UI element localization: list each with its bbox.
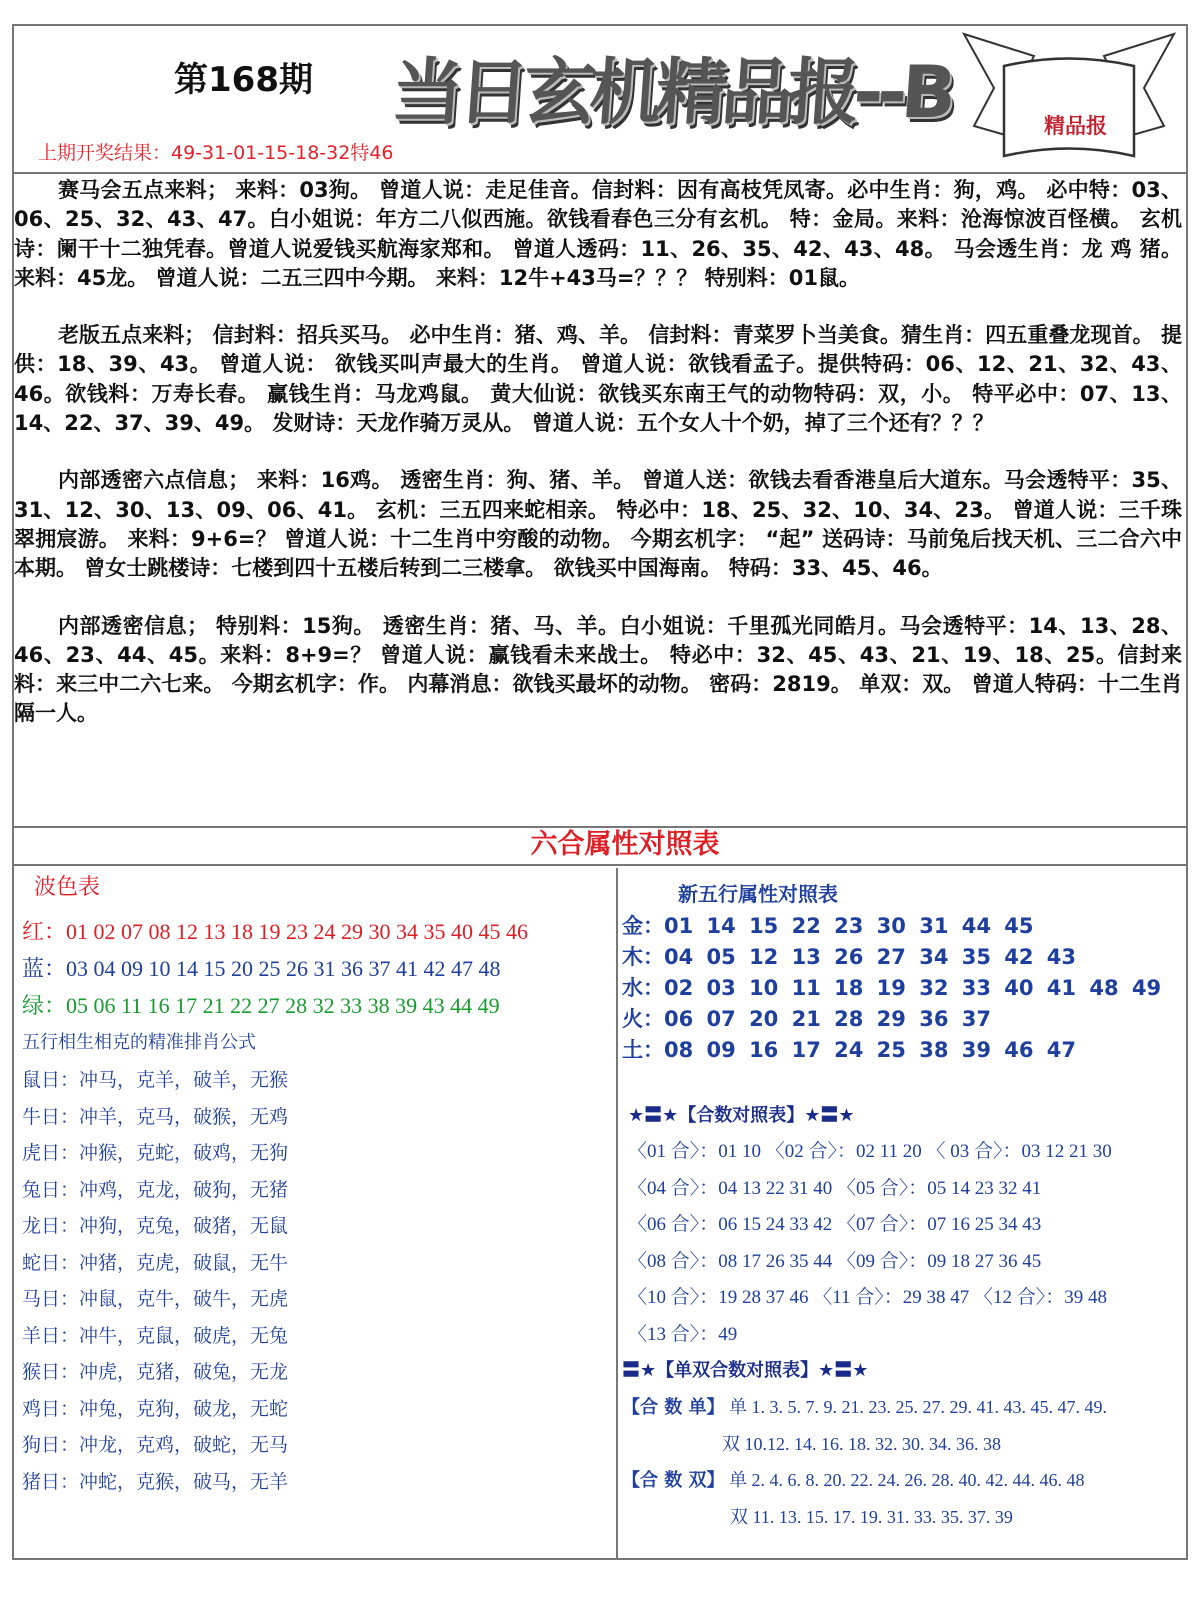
- flag-banner-icon: [954, 26, 1184, 164]
- right-column: [622, 878, 1182, 1535]
- heshu-title: ★〓★【合数对照表】★〓★: [628, 1105, 855, 1126]
- oddeven-even-label: 【合 数 双】: [622, 1470, 725, 1491]
- wave-row-red: 红：01 02 07 08 12 13 18 19 23 24 29 30 34 35 40 45 46: [22, 919, 529, 944]
- article-paragraph: 老版五点来料； 信封料：招兵买马。 必中生肖：猪、鸡、羊。 信封料：青菜罗卜当美食。猜生肖：四五重叠龙现首。 提供：18、39、43。 曾道人说： 欲钱买叫声最大的生肖。 曾道人说：欲钱看孟子。提供特码：06、12、21、32、43、46。欲钱料：万寿长春。 赢钱生肖：马龙鸡鼠。 黄大仙说：欲钱买东南王气的动物特码：双，小。 特平必中：07、13、14、22、37、39、49。 发财诗：天龙作骑万灵从。 曾道人说：五个女人十个奶，掉了三个还有？？？: [14, 323, 1182, 436]
- day-row: 蛇日：冲猪，克虎，破鼠，无牛: [22, 1251, 289, 1274]
- article-paragraph: 内部透密六点信息； 来料：16鸡。 透密生肖：狗、猪、羊。 曾道人送：欲钱去看香港皇后大道东。马会透特平：35、31、12、30、13、09、06、41。 玄机：三五四来蛇相亲。 特必中：18、25、32、10、34、23。 曾道人说：三千珠翠拥宸游。 来料：9+6=？ 曾道人说：十二生肖中穷酸的动物。 今期玄机字： “起” 送码诗：马前兔后找天机、三二合六中本期。 曾女士跳楼诗：七楼到四十五楼后转到二三楼拿。 欲钱买中国海南。 特码：33、45、46。: [14, 468, 1182, 581]
- wuxing-row: 水：02 03 10 11 18 19 32 33 40 41 48 49: [622, 976, 1162, 1000]
- article-paragraph: 内部透密信息； 特别料：15狗。 透密生肖：猪、马、羊。白小姐说：千里孤光同皓月。马会透特平：14、13、28、46、23、44、45。来料：8+9=？ 曾道人说：赢钱看未来战士。 特必中：32、45、43、21、19、18、25。信封来料：来三中二六七来。 今期玄机字：作。 内幕消息：欲钱买最坏的动物。 密码：2819。 单双：双。 曾道人特码：十二生肖隔一人。: [14, 613, 1182, 726]
- heshu-row: 〈06 合〉：06 15 24 33 42 〈07 合〉：07 16 25 34 43: [628, 1214, 1042, 1235]
- wuxing-row: 木：04 05 12 13 26 27 34 35 42 43: [622, 945, 1077, 969]
- left-column: [22, 870, 612, 1500]
- oddeven-odd-row: [622, 1389, 1182, 1426]
- heshu-row: 〈10 合〉：19 28 37 46 〈11 合〉：29 38 47 〈12 合〉：39 48: [628, 1287, 1108, 1308]
- wuxing-title: 新五行属性对照表: [678, 882, 838, 906]
- day-row: 猴日：冲虎，克猪，破兔，无龙: [22, 1361, 289, 1383]
- heshu-row: 〈13 合〉：49: [628, 1323, 738, 1345]
- header: [14, 26, 1186, 174]
- day-row: 虎日：冲猴，克蛇，破鸡，无狗: [22, 1142, 289, 1164]
- oddeven-odd-double: 双 10.12. 14. 16. 18. 32. 30. 34. 36. 38: [722, 1433, 1001, 1454]
- oddeven-odd-single: 单 1. 3. 5. 7. 9. 21. 23. 25. 27. 29. 41. 43. 45. 47. 49.: [729, 1397, 1108, 1417]
- issue-number: 第168期: [174, 60, 313, 100]
- oddeven-even-row: [622, 1462, 1182, 1499]
- day-row: 羊日：冲牛，克鼠，破虎，无兔: [22, 1324, 289, 1347]
- wuxing-row: 金：01 14 15 22 23 30 31 44 45: [622, 914, 1034, 938]
- day-row: 马日：冲鼠，克牛，破牛，无虎: [22, 1288, 289, 1310]
- oddeven-title: 〓★【单双合数对照表】★〓★: [622, 1360, 869, 1381]
- oddeven-even-double: 双 11. 13. 15. 17. 19. 31. 33. 35. 37. 39: [730, 1506, 1013, 1527]
- day-row: 鸡日：冲兔，克狗，破龙，无蛇: [22, 1397, 289, 1420]
- divider: [14, 864, 1186, 866]
- day-row: 狗日：冲龙，克鸡，破蛇，无马: [22, 1434, 289, 1456]
- table-title: 六合属性对照表: [530, 829, 720, 860]
- wave-row-blue: 蓝：03 04 09 10 14 15 20 25 26 31 36 37 41 42 47 48: [22, 956, 501, 981]
- column-divider: [616, 868, 618, 1558]
- wuxing-row: 土：08 09 16 17 24 25 38 39 46 47: [622, 1038, 1077, 1062]
- wave-table-title: 波色表: [34, 875, 101, 900]
- wuxing-row: 火：06 07 20 21 28 29 36 37: [622, 1007, 991, 1031]
- day-row: 兔日：冲鸡，克龙，破狗，无猪: [22, 1178, 289, 1201]
- wave-row-green: 绿：05 06 11 16 17 21 22 27 28 32 33 38 39 43 44 49: [22, 993, 500, 1018]
- day-row: 猪日：冲蛇，克猴，破马，无羊: [22, 1470, 289, 1493]
- oddeven-odd-label: 【合 数 单】: [622, 1397, 725, 1418]
- formula-title: 五行相生相克的精准排肖公式: [22, 1032, 256, 1053]
- day-row: 牛日：冲羊，克马，破猴，无鸡: [22, 1105, 289, 1128]
- heshu-row: 〈04 合〉：04 13 22 31 40 〈05 合〉：05 14 23 32 41: [628, 1177, 1042, 1199]
- banner-title: 当日玄机精品报--B: [388, 50, 954, 134]
- article-paragraph: 赛马会五点来料； 来料：03狗。 曾道人说：走足佳音。信封料：因有高枝凭凤寄。必中生肖：狗，鸡。 必中特：03、06、25、32、43、47。白小姐说：年方二八似西施。欲钱看春色三分有玄机。 特：金局。来料：沧海惊波百怪横。 玄机诗：阑干十二独凭春。曾道人说爱钱买航海家郑和。 曾道人透码：11、26、35、42、43、48。 马会透生肖：龙 鸡 猪。 来料：45龙。 曾道人说：二五三四中今期。 来料：12牛+43马=？？？ 特别料：01鼠。: [14, 178, 1182, 290]
- last-result: 上期开奖结果：49-31-01-15-18-32特46: [38, 142, 394, 164]
- flag-label: 精品报: [1044, 114, 1107, 138]
- day-row: 龙日：冲狗，克兔，破猪，无鼠: [22, 1215, 289, 1237]
- oddeven-even-single: 单 2. 4. 6. 8. 20. 22. 24. 26. 28. 40. 42. 44. 46. 48: [729, 1470, 1085, 1490]
- articles: [14, 176, 1182, 816]
- heshu-row: 〈08 合〉：08 17 26 35 44 〈09 合〉：09 18 27 36 45: [628, 1250, 1042, 1272]
- heshu-row: 〈01 合〉：01 10 〈02 合〉：02 11 20 〈 03 合〉：03 12 21 30: [628, 1141, 1112, 1162]
- day-row: 鼠日：冲马，克羊，破羊，无猴: [22, 1069, 289, 1091]
